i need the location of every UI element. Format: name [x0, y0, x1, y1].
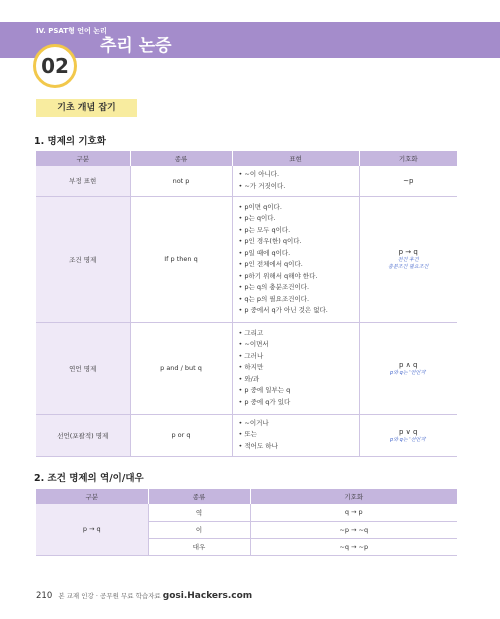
row-kind: 대우 — [148, 538, 250, 555]
section1-title: 1. 명제의 기호화 — [34, 136, 106, 147]
symbol-note: 전건 후건 — [397, 257, 419, 263]
row-kind: p or q — [130, 414, 232, 456]
row-symbol — [359, 322, 457, 414]
table-row — [36, 322, 457, 414]
chapter-number-badge — [33, 44, 77, 88]
symbol-note: 충분조건 필요조건 — [388, 264, 429, 270]
expression-item: • 그리고 — [238, 328, 264, 337]
row-symbol: ~q → ~p — [250, 538, 457, 555]
expression-item: • ~이 아니다. — [238, 170, 280, 179]
expression-item: • 또는 — [238, 430, 257, 439]
footer-site: gosi.Hackers.com — [162, 591, 253, 601]
expression-item: • 와/과 — [238, 374, 260, 383]
table-row — [36, 166, 457, 196]
expression-item: • p인 전체에서 q이다. — [238, 260, 303, 268]
row-symbol — [359, 196, 457, 322]
row-kind: not p — [130, 166, 232, 196]
expression-item: • p는 모두 q이다. — [238, 225, 291, 234]
page-number: 210 — [36, 591, 53, 601]
chapter-title: 추리 논증 — [100, 36, 172, 56]
expression-item: • p 중에서 q가 아닌 것은 없다. — [238, 306, 328, 314]
expression-item: • p는 q이다. — [238, 214, 276, 222]
row-kind: 역 — [148, 504, 250, 521]
row-symbol: q → p — [250, 504, 457, 521]
expression-item: • p이면 q이다. — [238, 202, 282, 211]
symbol-text: p → q — [398, 248, 418, 256]
expression-item: • p하기 위해서 q해야 한다. — [238, 271, 318, 280]
col-header: 표현 — [232, 151, 359, 166]
expression-item: • q는 p의 필요조건이다. — [238, 294, 310, 303]
row-category: 연언 명제 — [36, 322, 130, 414]
row-expressions — [232, 166, 359, 196]
symbolization-table — [36, 151, 457, 457]
expression-item: • 적어도 하나 — [238, 441, 278, 450]
section-label: IV. PSAT형 언어 논리 — [36, 27, 107, 35]
row-kind: p and / but q — [130, 322, 232, 414]
section2-title: 2. 조건 명제의 역/이/대우 — [34, 473, 144, 484]
symbol-note: p와 q는 '연언지' — [390, 369, 427, 376]
converse-table — [36, 489, 457, 556]
symbol-note: p와 q는 '선언지' — [390, 436, 427, 443]
row-expressions — [232, 322, 359, 414]
expression-item: • ~이면서 — [238, 340, 269, 349]
expression-item: • ~이거나 — [238, 418, 269, 427]
chapter-number: 02 — [41, 54, 69, 78]
expression-item: • p는 q의 충분조건이다. — [238, 283, 310, 291]
row-kind: If p then q — [130, 196, 232, 322]
row-category: 선언(포괄적) 명제 — [36, 414, 130, 456]
footer-text: 본 교재 인강 · 공무원 무료 학습자료 — [58, 592, 161, 600]
expression-item: • 그러나 — [238, 351, 264, 360]
row-category: 부정 표현 — [36, 166, 130, 196]
row-category: p → q — [36, 504, 148, 555]
row-symbol — [359, 166, 457, 196]
row-category: 조건 명제 — [36, 196, 130, 322]
concept-tag: 기초 개념 잡기 — [36, 99, 137, 117]
expression-item: • p인 경우(한) q이다. — [238, 237, 302, 245]
col-header: 구분 — [36, 489, 148, 504]
col-header: 기호화 — [250, 489, 457, 504]
col-header: 구분 — [36, 151, 130, 166]
symbol-text: p ∧ q — [399, 360, 418, 369]
expression-item: • p 중에 q가 있다 — [238, 397, 291, 406]
page-footer — [36, 591, 252, 601]
row-symbol: ~p → ~q — [250, 521, 457, 538]
expression-item: • p일 때에 q이다. — [238, 248, 291, 257]
expression-item: • p 중에 일부는 q — [238, 386, 291, 395]
table-row — [36, 196, 457, 322]
row-expressions — [232, 414, 359, 456]
row-symbol — [359, 414, 457, 456]
table-row — [36, 504, 457, 521]
col-header: 종류 — [130, 151, 232, 166]
symbol-text: ~p — [403, 176, 414, 185]
row-kind: 이 — [148, 521, 250, 538]
expression-item: • 하지만 — [238, 363, 264, 372]
col-header: 종류 — [148, 489, 250, 504]
row-expressions — [232, 196, 359, 322]
table-row — [36, 414, 457, 456]
symbol-text: p ∨ q — [399, 427, 418, 436]
col-header: 기호화 — [359, 151, 457, 166]
expression-item: • ~가 거짓이다. — [238, 181, 286, 190]
chapter-header-band — [0, 22, 500, 58]
